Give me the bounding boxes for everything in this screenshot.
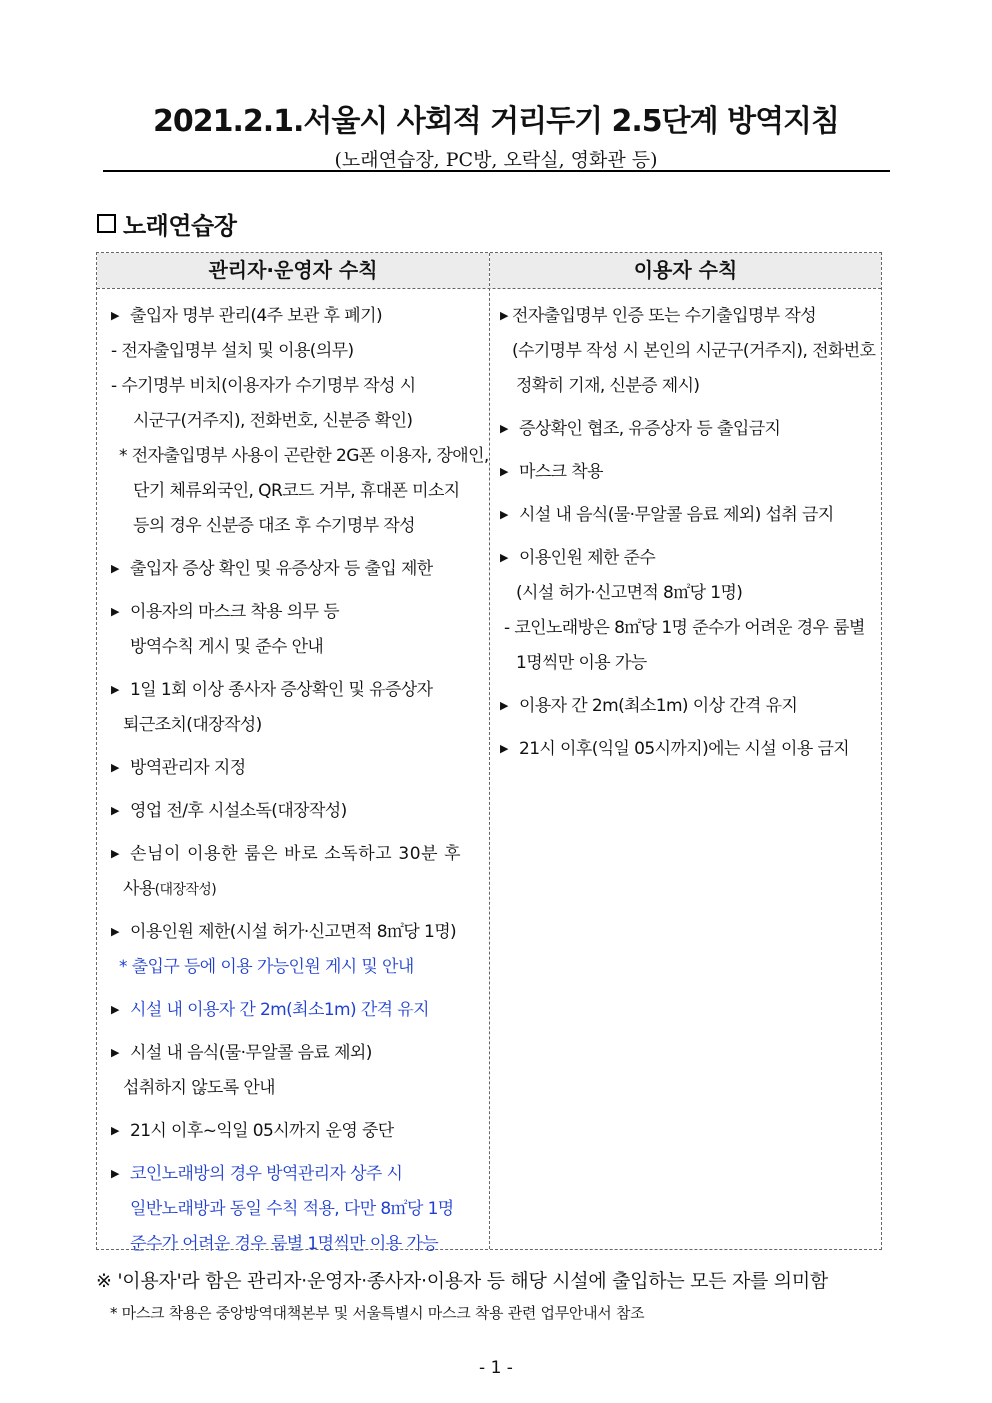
bullet-triangle-icon: ▶ — [111, 804, 119, 817]
bullet-triangle-icon: ▶ — [111, 683, 119, 696]
mask-reference-note: * 마스크 착용은 중앙방역대책본부 및 서울특별시 마스크 착용 관련 업무안내서 참조 — [110, 1304, 645, 1322]
rule-subitem: - 수기명부 비치(이용자가 수기명부 작성 시 — [111, 376, 416, 396]
bullet-triangle-icon: ▶ — [111, 605, 119, 618]
rule-note-highlight: * 출입구 등에 이용 가능인원 게시 및 안내 — [119, 957, 414, 977]
rule-item: ▶ 이용자 간 2m(최소1m) 이상 간격 유지 — [500, 696, 798, 716]
rule-note-cont: 단기 체류외국인, QR코드 거부, 휴대폰 미소지 — [133, 481, 460, 501]
rule-item: ▶ 방역관리자 지정 — [111, 758, 246, 778]
rule-note: * 전자출입명부 사용이 곤란한 2G폰 이용자, 장애인, — [119, 446, 489, 466]
rule-item: ▶ 이용인원 제한 준수 — [500, 548, 656, 568]
rule-item-cont-highlight: 일반노래방과 동일 수칙 적용, 다만 8㎡당 1명 — [130, 1199, 454, 1219]
rule-item: ▶ 이용인원 제한(시설 허가·신고면적 8㎡당 1명) — [111, 922, 457, 942]
rule-item-cont: 사용(대장작성) — [123, 879, 217, 899]
bullet-triangle-icon: ▶ — [111, 1003, 119, 1016]
bullet-triangle-icon: ▶ — [500, 465, 508, 478]
rule-item-cont: 정확히 기재, 신분증 제시) — [516, 376, 700, 396]
bullet-triangle-icon: ▶ — [500, 699, 508, 712]
bullet-triangle-icon: ▶ — [500, 742, 508, 755]
rule-note-cont: 등의 경우 신분증 대조 후 수기명부 작성 — [133, 516, 415, 536]
rule-item-cont: 섭취하지 않도록 안내 — [123, 1078, 276, 1098]
bullet-triangle-icon: ▶ — [111, 847, 121, 860]
rules-table — [96, 252, 882, 1254]
rule-item-highlight: ▶ 시설 내 이용자 간 2m(최소1m) 간격 유지 — [111, 1000, 429, 1020]
bullet-triangle-icon: ▶ — [500, 309, 508, 322]
rule-item: ▶ 증상확인 협조, 유증상자 등 출입금지 — [500, 419, 781, 439]
rule-item: ▶ 마스크 착용 — [500, 462, 603, 482]
checkbox-icon — [97, 214, 116, 233]
rule-item: ▶ 시설 내 음식(물·무알콜 음료 제외) 섭취 금지 — [500, 505, 834, 525]
bullet-triangle-icon: ▶ — [500, 422, 508, 435]
title-divider — [103, 170, 890, 172]
rule-item: ▶ 21시 이후~익일 05시까지 운영 중단 — [111, 1121, 394, 1141]
rule-subitem-cont: 1명씩만 이용 가능 — [516, 653, 647, 673]
rule-item: ▶ 21시 이후(익일 05시까지)에는 시설 이용 금지 — [500, 739, 850, 759]
rule-subitem: - 코인노래방은 8㎡당 1명 준수가 어려운 경우 룸별 — [504, 618, 865, 638]
rule-item-cont: 방역수칙 게시 및 준수 안내 — [130, 637, 324, 657]
bullet-triangle-icon: ▶ — [111, 761, 119, 774]
bullet-triangle-icon: ▶ — [111, 1046, 119, 1059]
rule-item: ▶ 전자출입명부 인증 또는 수기출입명부 작성 — [500, 306, 817, 326]
rule-item-cont-highlight: 준수가 어려운 경우 룸별 1명씩만 이용 가능 — [130, 1234, 439, 1254]
column-divider — [489, 253, 490, 1249]
section-title: 노래연습장 — [123, 212, 237, 240]
page-number: - 1 - — [479, 1358, 513, 1378]
rule-item: ▶ 1일 1회 이상 종사자 증상확인 및 유증상자 — [111, 680, 433, 700]
page-title: 2021.2.1.서울시 사회적 거리두기 2.5단계 방역지침 — [152, 104, 840, 139]
bullet-triangle-icon: ▶ — [111, 1167, 119, 1180]
rule-subitem: - 전자출입명부 설치 및 이용(의무) — [111, 341, 354, 361]
bullet-triangle-icon: ▶ — [500, 551, 508, 564]
rule-item: ▶ 출입자 명부 관리(4주 보관 후 폐기) — [111, 306, 382, 326]
rule-subitem-cont: 시군구(거주지), 전화번호, 신분증 확인) — [133, 411, 413, 431]
right-column-header: 이용자 수칙 — [490, 253, 881, 288]
bullet-triangle-icon: ▶ — [111, 562, 119, 575]
rule-item: ▶ 손님이 이용한 룸은 바로 소독하고 30분 후 — [111, 844, 462, 864]
page-subtitle: (노래연습장, PC방, 오락실, 영화관 등) — [334, 149, 658, 171]
rule-item-cont: (시설 허가·신고면적 8㎡당 1명) — [516, 583, 743, 603]
left-column-header: 관리자·운영자 수칙 — [97, 253, 489, 288]
rule-item-highlight: ▶ 코인노래방의 경우 방역관리자 상주 시 — [111, 1164, 403, 1184]
definition-note: ※ '이용자'라 함은 관리자·운영자·종사자·이용자 등 해당 시설에 출입하는 모든 자를 의미함 — [96, 1270, 828, 1292]
section-heading — [97, 206, 236, 241]
rule-item: ▶ 이용자의 마스크 착용 의무 등 — [111, 602, 340, 622]
rule-item: ▶ 출입자 증상 확인 및 유증상자 등 출입 제한 — [111, 559, 433, 579]
bullet-triangle-icon: ▶ — [111, 1124, 119, 1137]
bullet-triangle-icon: ▶ — [500, 508, 508, 521]
bullet-triangle-icon: ▶ — [111, 925, 119, 938]
rule-item: ▶ 시설 내 음식(물·무알콜 음료 제외) — [111, 1043, 372, 1063]
bullet-triangle-icon: ▶ — [111, 309, 119, 322]
rule-item: ▶ 영업 전/후 시설소독(대장작성) — [111, 801, 347, 821]
rule-item-cont: (수기명부 작성 시 본인의 시군구(거주지), 전화번호 — [512, 341, 876, 361]
rule-item-cont: 퇴근조치(대장작성) — [123, 715, 262, 735]
